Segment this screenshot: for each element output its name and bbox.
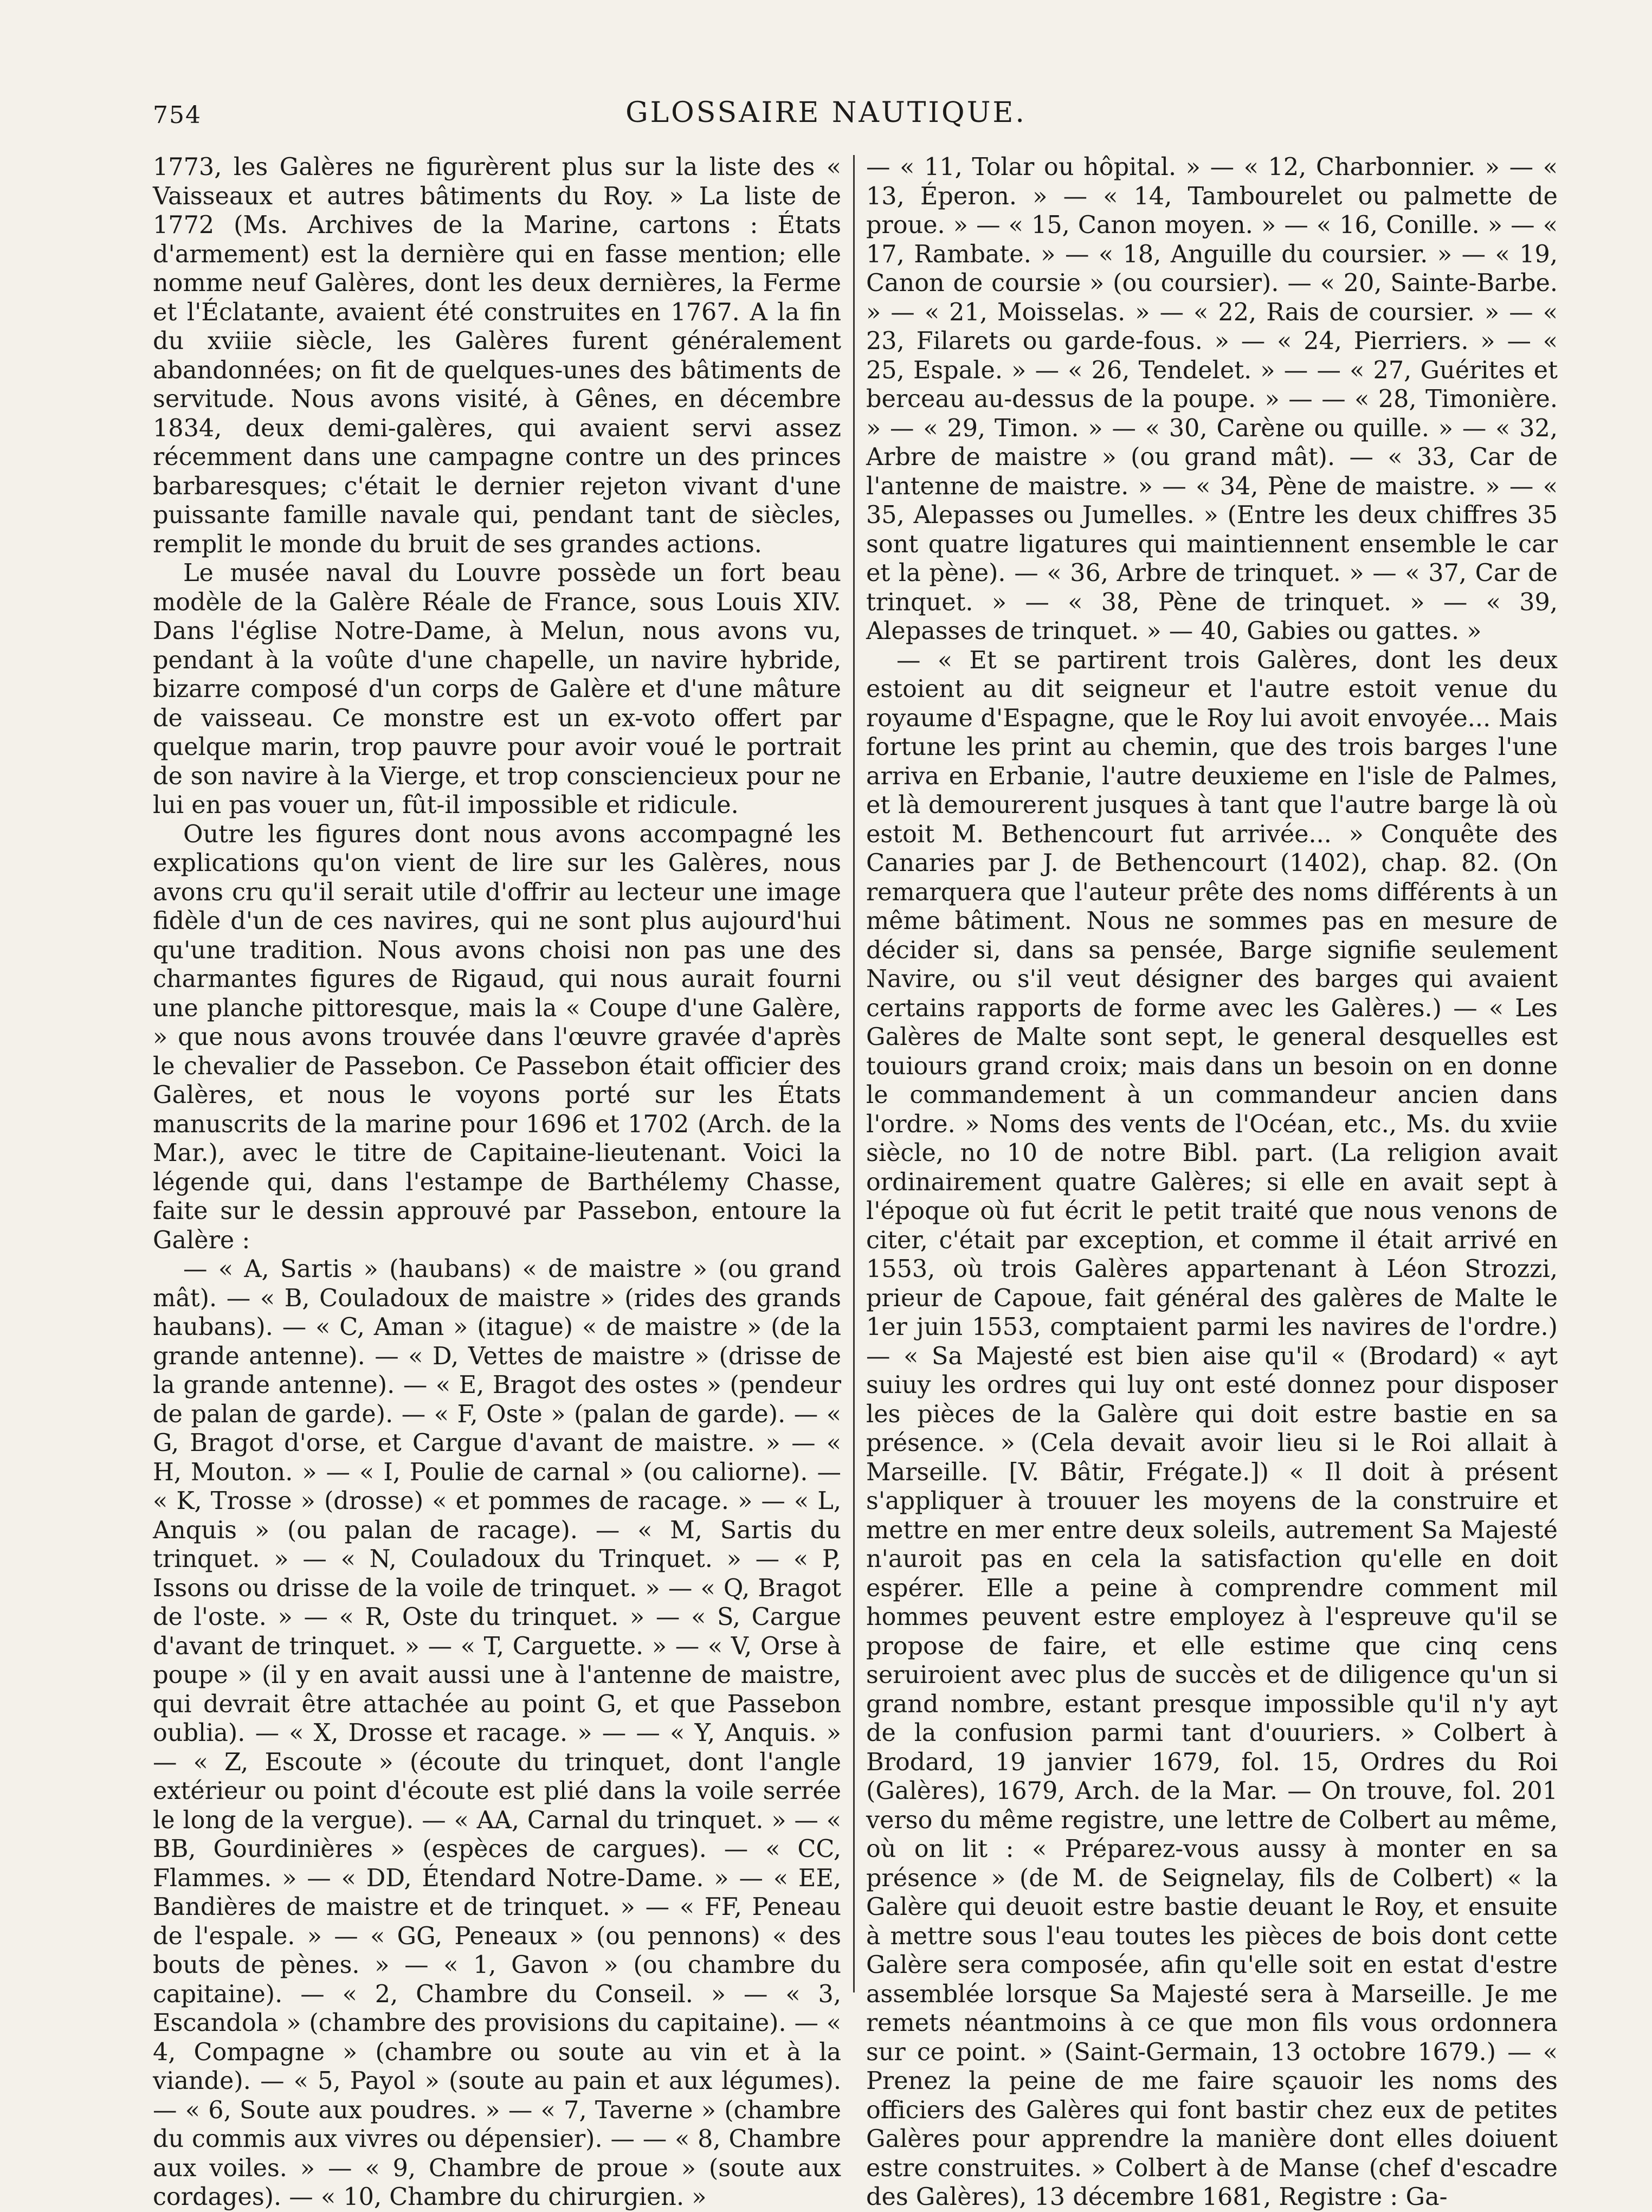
page-number: 754: [153, 101, 202, 129]
paragraph: — « A, Sartis » (haubans) « de maistre » (ou grand mât). — « B, Couladoux de maistre » (rides des grands haubans). — « C, Aman » (itague) « de maistre » (de la grande antenne). — « D, Vettes de maistre » (drisse de la grande antenne). — « E, Bragot des ostes » (pendeur de palan de garde). — « F, Oste » (palan de garde). — « G, Bragot d'orse, et Cargue d'avant de maistre. » — « H, Mouton. » — « I, Poulie de carnal » (ou caliorne). — « K, Trosse » (drosse) « et pommes de racage. » — « L, Anquis » (ou palan de racage). — « M, Sartis du trinquet. » — « N, Couladoux du Trinquet. » — « P, Issons ou drisse de la voile de trinquet. » — « Q, Bragot de l'oste. » — « R, Oste du trinquet. » — « S, Cargue d'avant de trinquet. » — « T, Carguette. » — « V, Orse à poupe » (il y en avait aussi une à l'antenne de maistre, qui devrait être attachée au point G, et que Passebon oublia). — « X, Drosse et racage. » — — « Y, Anquis. » — « Z, Escoute » (écoute du trinquet, dont l'angle extérieur ou point d'écoute est plié dans la voile serrée le long de la vergue). — « AA, Carnal du trinquet. » — « BB, Gourdinières » (espèces de cargues). — « CC, Flammes. » — « DD, Étendard Notre-Dame. » — « EE, Bandières de maistre et de trinquet. » — « FF, Peneau de l'espale. » — « GG, Peneaux » (ou pennons) « des bouts de pènes. » — « 1, Gavon » (ou chambre du capitaine). — « 2, Chambre du Conseil. » — « 3, Escandola » (chambre des provisions du capitaine). — « 4, Compagne » (chambre ou soute au vin et à la viande). — « 5, Payol » (soute au pain et aux légumes). — « 6, Soute aux poudres. » — « 7, Taverne » (chambre du commis aux vivres ou dépensier). — — « 8, Chambre aux voiles. » — « 9, Chambre de proue » (soute aux cordages). — « 10, Chambre du chirurgien. »: [153, 1255, 841, 2211]
paragraph: — « Et se partirent trois Galères, dont les deux estoient au dit seigneur et l'autre estoit venue du royaume d'Espagne, que le Roy lui avoit envoyée... Mais fortune les print au chemin, que des trois barges l'une arriva en Erbanie, l'autre deuxieme en l'isle de Palmes, et là demourerent jusques à tant que l'autre barge là où estoit M. Bethencourt fut arrivée... » Conquête des Canaries par J. de Bethencourt (1402), chap. 82. (On remarquera que l'auteur prête des noms différents à un même bâtiment. Nous ne sommes pas en mesure de décider si, dans sa pensée, Barge signifie seulement Navire, ou s'il veut désigner des barges qui avaient certains rapports de forme avec les Galères.) — « Les Galères de Malte sont sept, le general desquelles est touiours grand croix; mais dans un besoin on en donne le commandement à un commandeur ancien dans l'ordre. » Noms des vents de l'Océan, etc., Ms. du xviie siècle, no 10 de notre Bibl. part. (La religion avait ordinairement quatre Galères; si elle en avait sept à l'époque où fut écrit le petit traité que nous venons de citer, c'était par exception, et comme il était arrivé en 1553, où trois Galères appartenant à Léon Strozzi, prieur de Capoue, fait général des galères de Malte le 1er juin 1553, comptaient parmi les navires de l'ordre.) — « Sa Majesté est bien aise qu'il « (Brodard) « ayt suiuy les ordres qui luy ont esté donnez pour disposer les pièces de la Galère qui doit estre bastie en sa présence. » (Cela devait avoir lieu si le Roi allait à Marseille. [V. Bâtir, Frégate.]) « Il doit à présent s'appliquer à trouuer les moyens de la construire et mettre en mer entre deux soleils, autrement Sa Majesté n'auroit pas en cela la satisfaction qu'elle en doit espérer. Elle a peine à comprendre comment mil hommes peuvent estre employez à l'espreuve qu'il se propose de faire, et elle estime que cinq cens seruiroient avec plus de succès et de diligence qu'un si grand nombre, estant presque impossible qu'il n'y ayt de la confusion parmi tant d'ouuriers. » Colbert à Brodard, 19 janvier 1679, fol. 15, Ordres du Roi (Galères), 1679, Arch. de la Mar. — On trouve, fol. 201 verso du même registre, une lettre de Colbert au même, où on lit : « Préparez-vous aussy à monter en sa présence » (de M. de Seignelay, fils de Colbert) « la Galère qui deuoit estre bastie deuant le Roy, et ensuite à mettre sous l'eau toutes les pièces de bois dont cette Galère sera composée, afin qu'elle soit en estat d'estre assemblée lorsque Sa Majesté sera à Marseille. Je me remets néantmoins à ce que mon fils vous ordonnera sur ce point. » (Saint-Germain, 13 octobre 1679.) — « Prenez la peine de me faire sçauoir les noms des officiers des Galères qui font bastir chez eux de petites Galères pour apprendre la manière dont elles doiuent estre construites. » Colbert à de Manse (chef d'escadre des Galères), 13 décembre 1681, Registre : Ga-: [866, 646, 1558, 2211]
right-column: [866, 153, 1558, 2211]
left-column: [153, 153, 841, 2211]
paragraph: — « 11, Tolar ou hôpital. » — « 12, Charbonnier. » — « 13, Éperon. » — « 14, Tambourelet ou palmette de proue. » — « 15, Canon moyen. » — « 16, Conille. » — « 17, Rambate. » — « 18, Anguille du coursier. » — « 19, Canon de coursie » (ou coursier). — « 20, Sainte-Barbe. » — « 21, Moisselas. » — « 22, Rais de coursier. » — « 23, Filarets ou garde-fous. » — « 24, Pierriers. » — « 25, Espale. » — « 26, Tendelet. » — — « 27, Guérites et berceau au-dessus de la poupe. » — — « 28, Timonière. » — « 29, Timon. » — « 30, Carène ou quille. » — « 32, Arbre de maistre » (ou grand mât). — « 33, Car de l'antenne de maistre. » — « 34, Pène de maistre. » — « 35, Alepasses ou Jumelles. » (Entre les deux chiffres 35 sont quatre ligatures qui maintiennent ensemble le car et la pène). — « 36, Arbre de trinquet. » — « 37, Car de trinquet. » — « 38, Pène de trinquet. » — « 39, Alepasses de trinquet. » — 40, Gabies ou gattes. »: [866, 153, 1558, 645]
running-title: GLOSSAIRE NAUTIQUE.: [625, 96, 1027, 129]
paragraph: Le musée naval du Louvre possède un fort beau modèle de la Galère Réale de France, sous Louis XIV. Dans l'église Notre-Dame, à Melun, nous avons vu, pendant à la voûte d'une chapelle, un navire hybride, bizarre composé d'un corps de Galère et d'une mâture de vaisseau. Ce monstre est un ex-voto offert par quelque marin, trop pauvre pour avoir voué le portrait de son navire à la Vierge, et trop consciencieux pour ne lui en pas vouer un, fût-il impossible et ridicule.: [153, 559, 841, 819]
column-divider: [853, 155, 855, 1992]
paragraph: 1773, les Galères ne figurèrent plus sur la liste des « Vaisseaux et autres bâtiments du Roy. » La liste de 1772 (Ms. Archives de la Marine, cartons : États d'armement) est la dernière qui en fasse mention; elle nomme neuf Galères, dont les deux dernières, la Ferme et l'Éclatante, avaient été construites en 1767. A la fin du xviiie siècle, les Galères furent généralement abandonnées; on fit de quelques-unes des bâtiments de servitude. Nous avons visité, à Gênes, en décembre 1834, deux demi-galères, qui avaient servi assez récemment dans une campagne contre un des princes barbaresques; c'était le dernier rejeton vivant d'une puissante famille navale qui, pendant tant de siècles, remplit le monde du bruit de ses grandes actions.: [153, 153, 841, 558]
paragraph: Outre les figures dont nous avons accompagné les explications qu'on vient de lire sur les Galères, nous avons cru qu'il serait utile d'offrir au lecteur une image fidèle d'un de ces navires, qui ne sont plus aujourd'hui qu'une tradition. Nous avons choisi non pas une des charmantes figures de Rigaud, qui nous aurait fourni une planche pittoresque, mais la « Coupe d'une Galère, » que nous avons trouvée dans l'œuvre gravée d'après le chevalier de Passebon. Ce Passebon était officier des Galères, et nous le voyons porté sur les États manuscrits de la marine pour 1696 et 1702 (Arch. de la Mar.), avec le titre de Capitaine-lieutenant. Voici la légende qui, dans l'estampe de Barthélemy Chasse, faite sur le dessin approuvé par Passebon, entoure la Galère :: [153, 820, 841, 1254]
